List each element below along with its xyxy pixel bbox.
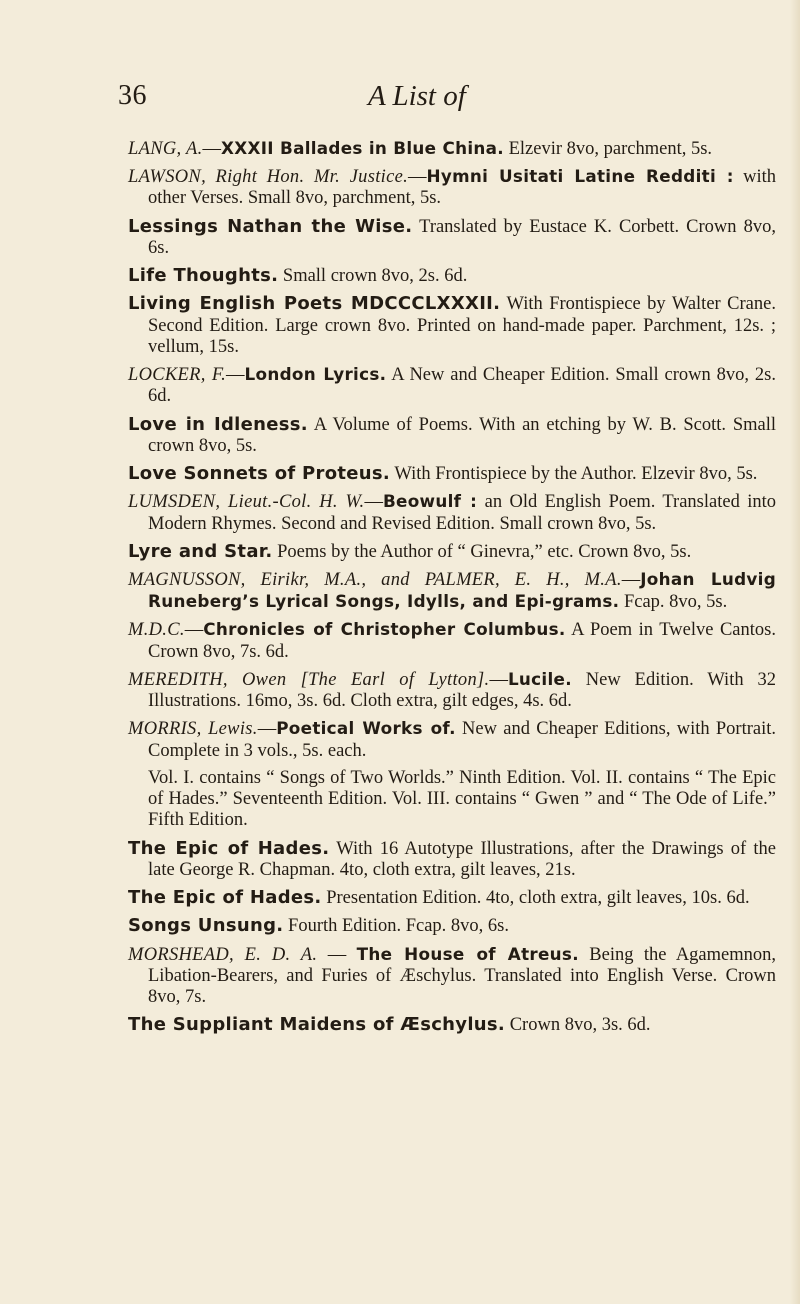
catalogue-list <box>128 138 776 1043</box>
entry-separator: — <box>364 492 383 513</box>
catalogue-entry <box>128 216 776 260</box>
entry-author: MORSHEAD, E. D. A. <box>128 944 318 965</box>
entry-description: Elzevir 8vo, parchment, 5s. <box>503 139 713 159</box>
entry-description: With Frontispiece by Walter Crane. Second Edition. Large crown 8vo. Printed on hand-made paper. Parchment, 12s. ; vellum, 15s. <box>148 294 776 357</box>
entry-author: MAGNUSSON, Eirikr, M.A., and PALMER, E. H., M.A. <box>128 569 622 590</box>
catalogue-entry <box>128 915 776 937</box>
catalogue-entry <box>128 1014 776 1036</box>
catalogue-entry <box>128 293 776 358</box>
entry-author: M.D.C. <box>128 620 185 641</box>
catalogue-entry <box>128 138 776 160</box>
entry-description: Small crown 8vo, 2s. 6d. <box>278 266 468 287</box>
running-title: A List of <box>368 80 466 112</box>
entry-description: an Old English Poem. Translated into Modern Rhymes. Second and Revised Edition. Small crown 8vo, 5s. <box>148 492 777 534</box>
entry-author: MEREDITH, Owen [The Earl of Lytton]. <box>128 669 490 690</box>
entry-title: The Suppliant Maidens of Æschylus. <box>128 1014 506 1036</box>
entry-title: Love in Idleness. <box>128 413 308 435</box>
entry-title: Living English Poets MDCCCLXXXII. <box>128 293 501 315</box>
entry-description: Poems by the Author of “ Ginevra,” etc. Crown 8vo, 5s. <box>272 541 692 562</box>
catalogue-entry <box>128 491 776 535</box>
entry-author: LANG, A. <box>128 139 203 159</box>
entry-title: Beowulf : <box>382 491 478 512</box>
entry-description: with other Verses. Small 8vo, parchment, 5s. <box>148 167 776 209</box>
entry-title: The House of Atreus. <box>356 943 579 964</box>
entry-separator: — <box>621 569 641 590</box>
entry-description: A New and Cheaper Edition. Small crown 8vo, 2s. 6d. <box>148 365 776 407</box>
entry-description: Crown 8vo, 3s. 6d. <box>505 1015 651 1036</box>
entry-title: Poetical Works of. <box>276 718 456 739</box>
entry-author: MORRIS, Lewis. <box>128 719 258 740</box>
catalogue-entry <box>128 718 776 762</box>
entry-title: Lyre and Star. <box>128 540 273 562</box>
catalogue-entry <box>128 944 776 1009</box>
entry-title: London Lyrics. <box>244 364 387 385</box>
entry-description: Being the Agamemnon, Libation-Bearers, and Furies of Æschylus. Translated into English Verse. Crown 8vo, 7s. <box>148 944 777 1008</box>
entry-title: Love Sonnets of Proteus. <box>128 463 391 485</box>
entry-title: Lessings Nathan the Wise. <box>128 215 413 237</box>
entry-title: The Epic of Hades. <box>128 837 330 859</box>
catalogue-entry <box>128 619 776 663</box>
entry-separator: — <box>202 139 222 159</box>
entry-author: LAWSON, Right Hon. Mr. Justice. <box>128 167 409 188</box>
entry-title: Chronicles of Christopher Columbus. <box>203 619 566 640</box>
entry-author: LOCKER, F. <box>128 365 226 386</box>
entry-description: With 16 Autotype Illustrations, after the Drawings of the late George R. Chapman. 4to, cloth extra, gilt leaves, 21s. <box>148 838 776 880</box>
volume-contents-note <box>128 768 776 832</box>
catalogue-entry <box>128 265 776 287</box>
entry-description: Translated by Eustace K. Corbett. Crown 8vo, 6s. <box>148 216 777 258</box>
catalogue-entry <box>128 166 776 210</box>
entry-separator: — <box>489 669 508 690</box>
page-number: 36 <box>118 80 147 111</box>
entry-title: Hymni Usitati Latine Redditi : <box>426 166 734 187</box>
catalogue-entry <box>128 887 776 909</box>
page-edge-shadow <box>790 0 800 1304</box>
catalogue-entry <box>128 414 776 458</box>
catalogue-entry <box>128 541 776 563</box>
entry-description: Vol. I. contains “ Songs of Two Worlds.” Ninth Edition. Vol. II. contains “ The Epic of Hades.” Seventeenth Edition. Vol. III. contains “ Gwen ” and “ The Ode of Life.” Fifth Edition. <box>148 767 776 831</box>
catalogue-entry <box>128 838 776 882</box>
catalogue-entry <box>128 364 776 408</box>
entry-description: A Volume of Poems. With an etching by W. B. Scott. Small crown 8vo, 5s. <box>148 414 776 456</box>
entry-description: New and Cheaper Editions, with Portrait. Complete in 3 vols., 5s. each. <box>148 719 777 761</box>
entry-title: Lucile. <box>507 668 572 689</box>
page-header <box>118 80 528 120</box>
entry-separator: — <box>226 365 245 386</box>
entry-description: A Poem in Twelve Cantos. Crown 8vo, 7s. 6d. <box>148 620 776 662</box>
entry-separator: — <box>317 944 357 965</box>
entry-title: The Epic of Hades. <box>128 887 322 909</box>
entry-title: Songs Unsung. <box>128 915 284 937</box>
entry-description: Presentation Edition. 4to, cloth extra, gilt leaves, 10s. 6d. <box>321 888 750 909</box>
entry-description: Fourth Edition. Fcap. 8vo, 6s. <box>283 916 510 937</box>
entry-title: Johan Ludvig Runeberg’s Lyrical Songs, Idylls, and Epi-grams. <box>148 568 777 612</box>
catalogue-entry <box>128 569 776 614</box>
entry-separator: — <box>408 167 427 188</box>
entry-description: With Frontispiece by the Author. Elzevir 8vo, 5s. <box>390 464 758 485</box>
entry-separator: — <box>184 620 204 641</box>
catalogue-entry <box>128 463 776 485</box>
entry-description: New Edition. With 32 Illustrations. 16mo, 3s. 6d. Cloth extra, gilt edges, 4s. 6d. <box>148 669 776 712</box>
entry-separator: — <box>257 719 277 740</box>
catalogue-entry <box>128 669 776 713</box>
entry-title: Life Thoughts. <box>128 265 279 287</box>
entry-description: Fcap. 8vo, 5s. <box>619 592 728 613</box>
entry-title: XXXII Ballades in Blue China. <box>221 138 504 158</box>
entry-author: LUMSDEN, Lieut.-Col. H. W. <box>128 492 365 513</box>
